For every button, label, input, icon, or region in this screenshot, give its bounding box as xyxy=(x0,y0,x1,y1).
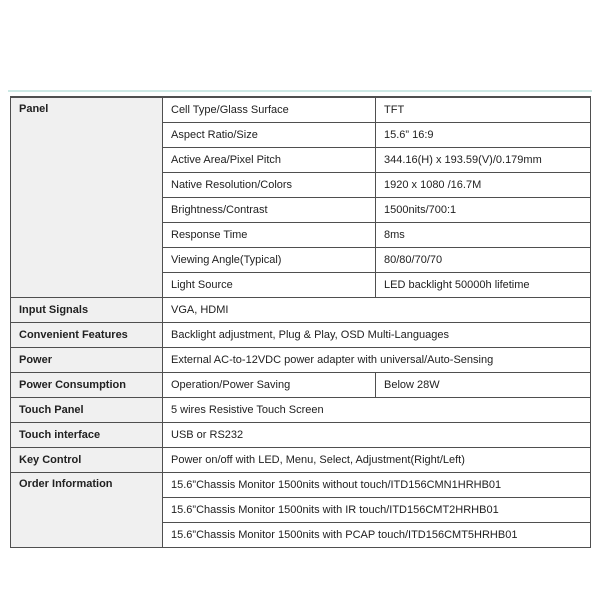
row-label-convenient-features: Convenient Features xyxy=(11,323,163,348)
spec-value-cell: LED backlight 50000h lifetime xyxy=(376,273,591,298)
spec-value-cell: 1500nits/700:1 xyxy=(376,198,591,223)
row-label-input-signals: Input Signals xyxy=(11,298,163,323)
spec-value-cell: Backlight adjustment, Plug & Play, OSD Multi-Languages xyxy=(163,323,591,348)
table-row xyxy=(11,398,591,423)
table-row xyxy=(11,473,591,498)
spec-table xyxy=(10,96,591,548)
table-row xyxy=(11,448,591,473)
spec-value-cell: Power on/off with LED, Menu, Select, Adjustment(Right/Left) xyxy=(163,448,591,473)
spec-value-cell: Below 28W xyxy=(376,373,591,398)
spec-name-cell: Cell Type/Glass Surface xyxy=(163,97,376,123)
row-label-power-consumption: Power Consumption xyxy=(11,373,163,398)
spec-value-cell: USB or RS232 xyxy=(163,423,591,448)
spec-name-cell: Brightness/Contrast xyxy=(163,198,376,223)
row-label-panel: Panel xyxy=(11,97,163,298)
order-item-cell: 15.6”Chassis Monitor 1500nits with PCAP touch/ITD156CMT5HRHB01 xyxy=(163,523,591,548)
table-row xyxy=(11,97,591,123)
spec-value-cell: 80/80/70/70 xyxy=(376,248,591,273)
spec-value-cell: 15.6” 16:9 xyxy=(376,123,591,148)
top-accent-divider xyxy=(8,90,592,92)
order-item-cell: 15.6”Chassis Monitor 1500nits without touch/ITD156CMN1HRHB01 xyxy=(163,473,591,498)
spec-value-cell: 344.16(H) x 193.59(V)/0.179mm xyxy=(376,148,591,173)
spec-name-cell: Native Resolution/Colors xyxy=(163,173,376,198)
table-row xyxy=(11,298,591,323)
spec-name-cell: Active Area/Pixel Pitch xyxy=(163,148,376,173)
table-row xyxy=(11,348,591,373)
spec-value-cell: 5 wires Resistive Touch Screen xyxy=(163,398,591,423)
row-label-power: Power xyxy=(11,348,163,373)
row-label-key-control: Key Control xyxy=(11,448,163,473)
spec-value-cell: 8ms xyxy=(376,223,591,248)
spec-name-cell: Operation/Power Saving xyxy=(163,373,376,398)
spec-value-cell: VGA, HDMI xyxy=(163,298,591,323)
spec-value-cell: TFT xyxy=(376,97,591,123)
table-row xyxy=(11,373,591,398)
spec-name-cell: Aspect Ratio/Size xyxy=(163,123,376,148)
table-row xyxy=(11,323,591,348)
spec-name-cell: Response Time xyxy=(163,223,376,248)
spec-name-cell: Viewing Angle(Typical) xyxy=(163,248,376,273)
spec-name-cell: Light Source xyxy=(163,273,376,298)
row-label-touch-interface: Touch interface xyxy=(11,423,163,448)
spec-value-cell: External AC-to-12VDC power adapter with universal/Auto-Sensing xyxy=(163,348,591,373)
spec-value-cell: 1920 x 1080 /16.7M xyxy=(376,173,591,198)
row-label-touch-panel: Touch Panel xyxy=(11,398,163,423)
order-item-cell: 15.6”Chassis Monitor 1500nits with IR touch/ITD156CMT2HRHB01 xyxy=(163,498,591,523)
row-label-order-information: Order Information xyxy=(11,473,163,548)
table-row xyxy=(11,423,591,448)
